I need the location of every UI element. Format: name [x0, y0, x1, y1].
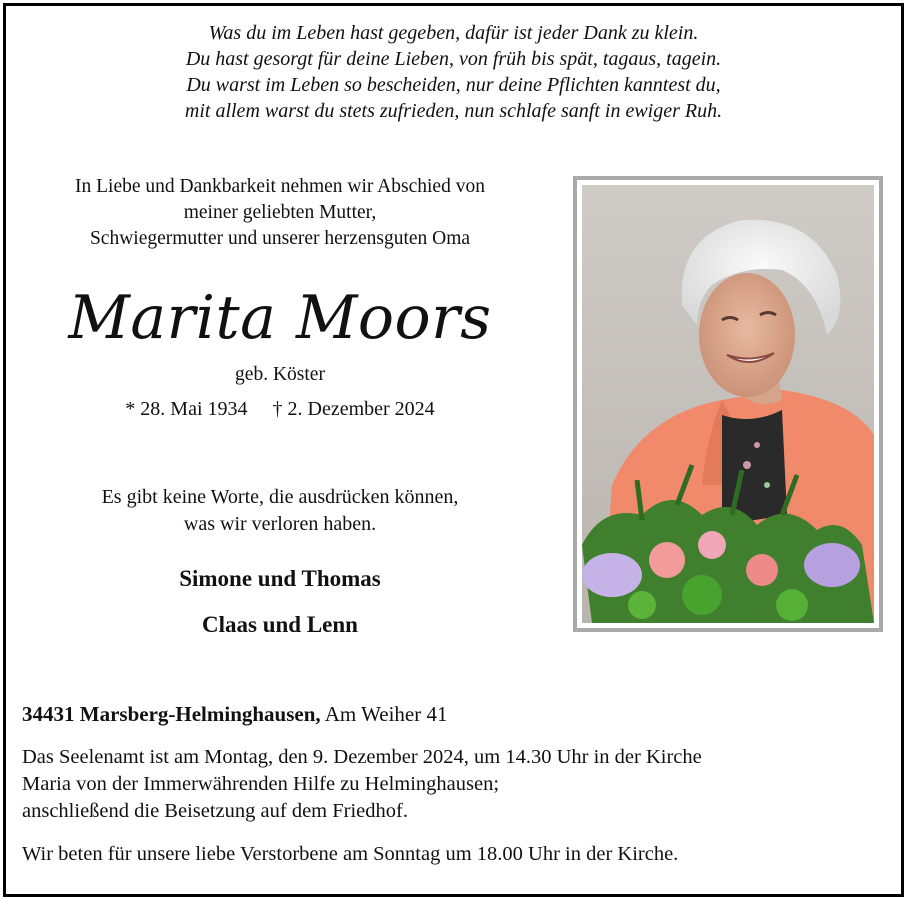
poem-line: Du warst im Leben so bescheiden, nur deine Pflichten kanntest du,: [186, 74, 721, 96]
deceased-name: Marita Moors: [68, 283, 492, 353]
mourner-names: Simone und Thomas: [179, 566, 381, 591]
life-dates: [20, 395, 540, 423]
portrait-photo: [582, 185, 874, 623]
service-line: anschließend die Beisetzung auf dem Friedhof.: [22, 800, 408, 822]
quote-line: Es gibt keine Worte, die ausdrücken können,: [101, 486, 459, 508]
quote-line: was wir verloren haben.: [183, 513, 377, 535]
mourner-names: Claas und Lenn: [202, 612, 358, 637]
address-city: 34431 Marsberg-Helminghausen,: [22, 702, 321, 726]
prayer-info: Wir beten für unsere liebe Verstorbene am Sonntag um 18.00 Uhr in der Kirche.: [22, 843, 679, 865]
address: [22, 700, 447, 728]
intro-line: meiner geliebten Mutter,: [183, 202, 377, 223]
intro-line: Schwiegermutter und unserer herzensguten Oma: [89, 228, 471, 249]
birth-date: * 28. Mai 1934: [125, 398, 248, 420]
intro-line: In Liebe und Dankbarkeit nehmen wir Abschied von: [75, 176, 485, 197]
poem-line: mit allem warst du stets zufrieden, nun schlafe sanft in ewiger Ruh.: [184, 100, 723, 122]
service-line: Das Seelenamt ist am Montag, den 9. Dezember 2024, um 14.30 Uhr in der Kirche: [22, 746, 702, 768]
mourners: [20, 562, 540, 654]
service-line: Maria von der Immerwährenden Hilfe zu Helminghausen;: [22, 773, 500, 795]
poem: [0, 20, 907, 124]
intro-text: [20, 174, 540, 252]
poem-line: Was du im Leben hast gegeben, dafür ist jeder Dank zu klein.: [208, 22, 699, 44]
address-street: Am Weiher 41: [324, 702, 448, 726]
maiden-name: geb. Köster: [235, 364, 325, 385]
service-info: [22, 744, 882, 825]
death-date: † 2. Dezember 2024: [272, 398, 435, 420]
portrait-frame: [573, 176, 883, 632]
poem-line: Du hast gesorgt für deine Lieben, von früh bis spät, tagaus, tagein.: [185, 48, 722, 70]
quote: [20, 484, 540, 538]
